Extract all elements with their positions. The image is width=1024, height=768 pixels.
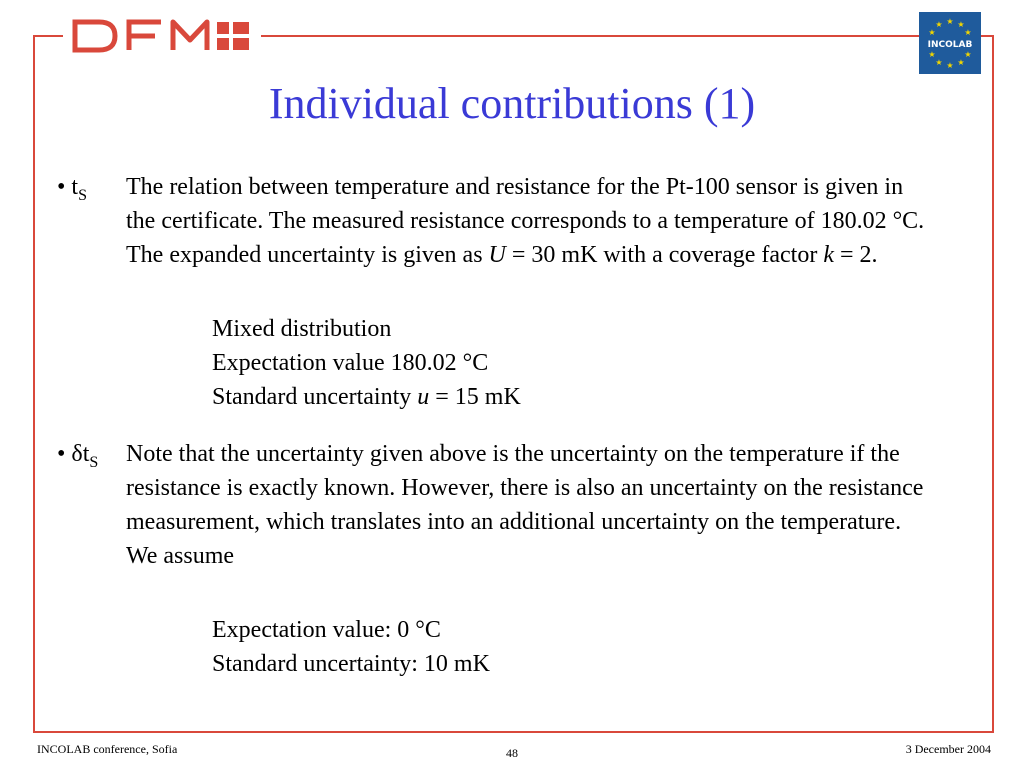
var-U: U <box>488 242 506 268</box>
svg-text:★: ★ <box>928 50 936 59</box>
ts-distribution: Mixed distribution <box>212 316 392 342</box>
slide-title: Individual contributions (1) <box>268 79 756 128</box>
svg-text:★: ★ <box>928 28 936 37</box>
ts-std-pre: Standard uncertainty <box>212 384 418 410</box>
svg-text:★: ★ <box>957 20 965 29</box>
footer-left: INCOLAB conference, Sofia <box>37 742 178 756</box>
var-k: k <box>823 242 834 268</box>
eu-stars-icon <box>919 12 981 74</box>
var-u: u <box>417 384 430 410</box>
svg-text:★: ★ <box>946 61 954 70</box>
dts-expectation: Expectation value: 0 °C <box>212 617 441 643</box>
bullet-ts: • $t_S$ <box>57 174 87 204</box>
ts-paragraph <box>126 170 926 272</box>
symbol-ts: t <box>71 174 79 200</box>
dfm-logo-graphic <box>69 16 255 56</box>
svg-text:★: ★ <box>935 20 943 29</box>
ts-paragraph-text: The relation between temperature and resistance for the Pt-100 sensor is given in the certificate. The measured resistance corresponds to a temperature of 180.02 °C. The expanded uncertainty is given as <box>126 174 925 268</box>
svg-text:★: ★ <box>957 58 965 67</box>
svg-text:★: ★ <box>946 17 954 26</box>
bullet-dts: • $\delta t_S$ <box>57 441 99 471</box>
ts-std-uncertainty <box>212 380 521 414</box>
ts-expectation: Expectation value 180.02 °C <box>212 350 489 376</box>
svg-text:★: ★ <box>964 50 972 59</box>
ts-paragraph-end: = 2. <box>833 242 878 268</box>
svg-text:★: ★ <box>935 58 943 67</box>
ts-paragraph-mid: = 30 mK with a coverage factor <box>505 242 824 268</box>
dts-paragraph: Note that the uncertainty given above is the uncertainty on the temperature if the resistance is exactly known. However, there is also an uncertainty on the resistance measurement, which translates into an additional uncertainty on the temperature. We assume <box>126 441 924 569</box>
dfm-logo <box>63 12 261 60</box>
dts-std-uncertainty: Standard uncertainty: 10 mK <box>212 651 490 677</box>
symbol-dts-sub: S <box>89 453 99 471</box>
symbol-ts-sub: S <box>78 186 87 204</box>
incolab-label: INCOLAB <box>927 40 973 50</box>
svg-text:★: ★ <box>964 28 972 37</box>
incolab-badge <box>919 12 981 74</box>
symbol-dts: δt <box>71 441 90 467</box>
page-number: 48 <box>506 746 518 760</box>
footer-right: 3 December 2004 <box>905 742 991 756</box>
ts-std-post: = 15 mK <box>429 384 521 410</box>
